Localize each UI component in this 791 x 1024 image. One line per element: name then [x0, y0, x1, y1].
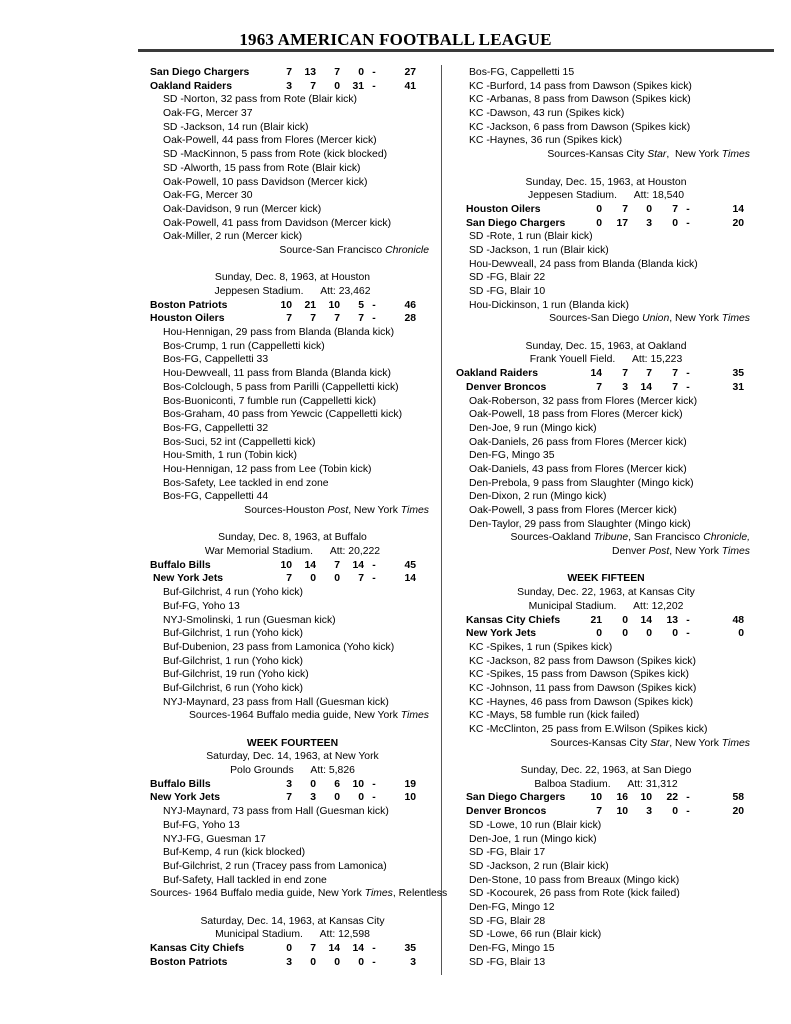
scoring-play: Buf-Gilchrist, 1 run (Yoho kick): [163, 655, 303, 667]
score-line: [456, 614, 756, 628]
team-name: Buffalo Bills: [150, 778, 211, 790]
quarter-score: 0: [596, 628, 602, 640]
quarter-score: 22: [666, 792, 678, 804]
scoring-play: SD -FG, Blair 28: [469, 915, 546, 927]
score-dash: -: [372, 299, 376, 311]
publication-name: Star: [647, 149, 667, 161]
quarter-score: 0: [334, 956, 340, 968]
score-line: [456, 381, 756, 395]
game-header: Sunday, Dec. 22, 1963, at Kansas City: [517, 587, 695, 599]
score-line: [150, 791, 435, 805]
scoring-play: SD -FG, Blair 10: [469, 286, 546, 297]
quarter-score: 7: [310, 313, 316, 325]
quarter-score: 10: [280, 299, 292, 311]
quarter-score: 13: [304, 67, 316, 78]
right-column: [456, 66, 756, 969]
scoring-play: SD -Norton, 32 pass from Rote (Blair kick): [163, 94, 358, 106]
scoring-play: KC -Johnson, 11 pass from Dawson (Spikes kick): [469, 682, 697, 694]
source-credit: [150, 244, 435, 258]
quarter-score: 10: [616, 806, 628, 818]
team-name: New York Jets: [466, 628, 537, 640]
scoring-play: Den-Joe, 9 run (Mingo kick): [469, 422, 597, 434]
team-name: Houston Oilers: [466, 203, 541, 215]
source-credit: [150, 504, 435, 518]
quarter-score: 0: [334, 80, 340, 92]
scoring-play: SD -FG, Blair 22: [469, 272, 546, 284]
quarter-score: 0: [310, 573, 316, 585]
quarter-score: 0: [672, 217, 678, 229]
scoring-play: Oak-Miller, 2 run (Mercer kick): [163, 231, 303, 243]
team-name: Oakland Raiders: [150, 80, 233, 92]
scoring-play: Den-Joe, 1 run (Mingo kick): [469, 833, 597, 845]
quarter-score: 0: [358, 67, 364, 78]
score-line: [456, 805, 756, 819]
game-header: Sunday, Dec. 8, 1963, at Buffalo: [218, 532, 367, 544]
final-score: 10: [404, 792, 416, 804]
scoring-play: Den-Prebola, 9 pass from Slaughter (Mingo kick): [469, 477, 694, 489]
publication-name: Post: [327, 505, 349, 516]
source-text: , New York: [669, 313, 722, 325]
scoring-play: Oak-Powell, 3 pass from Flores (Mercer kick): [469, 505, 677, 516]
score-line: [456, 203, 756, 217]
game-header: Balboa Stadium. Att: 31,312: [534, 778, 678, 790]
scoring-play: Oak-Powell, 41 pass from Davidson (Mercer kick): [163, 217, 392, 229]
score-line: [150, 66, 435, 80]
source-credit: [456, 531, 756, 545]
game-header: Sunday, Dec. 15, 1963, at Houston: [525, 176, 687, 188]
score-dash: -: [372, 559, 376, 571]
publication-name: Times: [400, 505, 429, 516]
scoring-play: Den-FG, Mingo 12: [469, 901, 555, 913]
spacer: [150, 518, 435, 532]
scoring-play: SD -Jackson, 14 run (Blair kick): [163, 121, 309, 133]
score-dash: -: [686, 806, 690, 818]
scoring-play: KC -Arbanas, 8 pass from Dawson (Spikes kick): [469, 94, 691, 106]
quarter-score: 3: [286, 778, 292, 790]
publication-name: Post: [648, 546, 670, 558]
scoring-play: Oak-Powell, 18 pass from Flores (Mercer kick): [469, 409, 683, 421]
scoring-play: SD -FG, Blair 17: [469, 847, 546, 859]
scoring-play: Buf-Gilchrist, 6 run (Yoho kick): [163, 682, 303, 694]
score-dash: -: [372, 778, 376, 790]
game-header: Sunday, Dec. 15, 1963, at Oakland: [525, 340, 687, 352]
quarter-score: 0: [672, 628, 678, 640]
score-line: [150, 956, 435, 970]
scoring-play: SD -Lowe, 10 run (Blair kick): [469, 819, 602, 831]
game-header: Saturday, Dec. 14, 1963, at New York: [206, 751, 379, 763]
game-header: Frank Youell Field. Att: 15,223: [529, 354, 683, 366]
source-text: Sources-Kansas City: [550, 737, 651, 749]
team-name: Kansas City Chiefs: [466, 614, 561, 626]
scoring-play: Buf-FG, Yoho 13: [163, 819, 240, 831]
score-line: [150, 778, 435, 792]
scoring-play: NYJ-Maynard, 73 pass from Hall (Guesman kick): [163, 806, 389, 818]
quarter-score: 21: [590, 614, 602, 626]
quarter-score: 14: [590, 368, 602, 380]
source-text: Sources-1964 Buffalo media guide, New York: [189, 710, 401, 722]
final-score: 46: [404, 299, 416, 311]
final-score: 31: [732, 381, 744, 393]
scoring-play: Bos-Buoniconti, 7 fumble run (Cappelletti kick): [163, 395, 377, 407]
scoring-play: Oak-Roberson, 32 pass from Flores (Mercer kick): [469, 395, 698, 407]
score-dash: -: [686, 217, 690, 229]
score-dash: -: [372, 573, 376, 585]
publication-name: Star: [650, 737, 670, 749]
scoring-play: Oak-Powell, 44 pass from Flores (Mercer kick): [163, 135, 377, 147]
team-name: San Diego Chargers: [466, 792, 566, 804]
scoring-play: KC -Jackson, 6 pass from Dawson (Spikes kick): [469, 121, 691, 133]
scoring-play: KC -McClinton, 25 pass from E.Wilson (Spikes kick): [469, 724, 708, 735]
score-line: [150, 559, 435, 573]
quarter-score: 21: [304, 299, 316, 311]
quarter-score: 7: [672, 381, 678, 393]
quarter-score: 6: [334, 778, 340, 790]
spacer: [456, 326, 756, 340]
score-line: [150, 299, 435, 313]
score-dash: -: [686, 203, 690, 215]
quarter-score: 10: [280, 559, 292, 571]
scoring-play: KC -Spikes, 1 run (Spikes kick): [469, 641, 613, 653]
week-heading: WEEK FIFTEEN: [567, 573, 645, 585]
spacer: [150, 723, 435, 737]
score-line: [456, 791, 756, 805]
quarter-score: 7: [358, 573, 364, 585]
scoring-play: Buf-Gilchrist, 19 run (Yoho kick): [163, 669, 309, 681]
scoring-play: Bos-FG, Cappelletti 44: [163, 491, 269, 503]
score-dash: -: [372, 943, 376, 954]
scoring-play: Oak-Daniels, 26 pass from Flores (Mercer kick): [469, 436, 687, 448]
game-header: Polo Grounds Att: 5,826: [230, 765, 355, 777]
team-name: Kansas City Chiefs: [150, 943, 245, 954]
quarter-score: 0: [596, 203, 602, 215]
quarter-score: 7: [334, 313, 340, 325]
quarter-score: 16: [616, 792, 628, 804]
scoring-play: Den-FG, Mingo 35: [469, 450, 555, 462]
scoring-play: Buf-Safety, Hall tackled in end zone: [163, 874, 327, 886]
scoring-play: Den-Stone, 10 pass from Breaux (Mingo kick): [469, 874, 680, 886]
scoring-play: KC -Burford, 14 pass from Dawson (Spikes kick): [469, 80, 692, 92]
scoring-play: SD -FG, Blair 13: [469, 956, 546, 968]
score-line: [456, 367, 756, 381]
column-divider: [441, 65, 442, 975]
scoring-play: Oak-Powell, 10 pass Davidson (Mercer kick): [163, 176, 368, 188]
team-name: Boston Patriots: [150, 299, 228, 311]
quarter-score: 17: [616, 217, 628, 229]
scoring-play: Hou-Hennigan, 29 pass from Blanda (Blanda kick): [163, 327, 395, 339]
scoring-play: Bos-FG, Cappelletti 33: [163, 354, 269, 366]
scoring-play: Hou-Smith, 1 run (Tobin kick): [163, 450, 297, 462]
spacer: [150, 901, 435, 915]
scoring-play: Den-Taylor, 29 pass from Slaughter (Mingo kick): [469, 518, 691, 530]
scoring-play: Bos-FG, Cappelletti 32: [163, 422, 269, 434]
scoring-play: Hou-Hennigan, 12 pass from Lee (Tobin kick): [163, 463, 372, 475]
team-name: Denver Broncos: [466, 806, 547, 818]
quarter-score: 0: [358, 792, 364, 804]
game-header: Saturday, Dec. 14, 1963, at Kansas City: [200, 915, 385, 927]
scoring-play: Hou-Dewveall, 24 pass from Blanda (Blanda kick): [469, 258, 698, 270]
quarter-score: 7: [286, 573, 292, 585]
score-dash: -: [686, 628, 690, 640]
scoring-play: Bos-Suci, 52 int (Cappelletti kick): [163, 436, 316, 448]
team-name: San Diego Chargers: [150, 67, 250, 78]
scoring-play: Oak-FG, Mercer 30: [163, 190, 253, 202]
scoring-play: Buf-Gilchrist, 2 run (Tracey pass from Lamonica): [163, 860, 387, 872]
quarter-score: 3: [286, 956, 292, 968]
scoring-play: Bos-FG, Cappelletti 15: [469, 67, 575, 78]
quarter-score: 7: [622, 368, 628, 380]
team-name: Oakland Raiders: [456, 368, 539, 380]
scoring-play: KC -Jackson, 82 pass from Dawson (Spikes kick): [469, 655, 696, 667]
quarter-score: 0: [672, 806, 678, 818]
team-name: New York Jets: [153, 573, 224, 585]
left-column: [150, 66, 448, 969]
spacer: [456, 750, 756, 764]
quarter-score: 7: [310, 943, 316, 954]
scoring-play: KC -Spikes, 15 pass from Dawson (Spikes kick): [469, 669, 690, 681]
final-score: 20: [732, 217, 744, 229]
scoring-play: NYJ-Smolinski, 1 run (Guesman kick): [163, 614, 336, 626]
game-header: Municipal Stadium. Att: 12,598: [215, 929, 370, 941]
score-line: [150, 942, 435, 956]
scoring-play: Buf-FG, Yoho 13: [163, 600, 240, 612]
source-credit: [456, 312, 756, 326]
spacer: [456, 559, 756, 573]
quarter-score: 0: [286, 943, 292, 954]
source-text: , New York: [669, 737, 722, 749]
scoring-play: SD -Lowe, 66 run (Blair kick): [469, 929, 602, 941]
quarter-score: 14: [328, 943, 340, 954]
scoring-play: SD -Jackson, 1 run (Blair kick): [469, 244, 609, 256]
quarter-score: 7: [672, 203, 678, 215]
scoring-play: Oak-FG, Mercer 37: [163, 108, 253, 120]
scoring-play: Bos-Graham, 40 pass from Yewcic (Cappelletti kick): [163, 409, 403, 421]
quarter-score: 3: [646, 217, 652, 229]
score-line: [150, 80, 435, 94]
quarter-score: 7: [358, 313, 364, 325]
source-credit: [456, 148, 756, 162]
quarter-score: 7: [334, 559, 340, 571]
scoring-play: Hou-Dickinson, 1 run (Blanda kick): [469, 299, 629, 311]
score-dash: -: [686, 614, 690, 626]
quarter-score: 3: [310, 792, 316, 804]
scoring-play: KC -Dawson, 43 run (Spikes kick): [469, 108, 625, 120]
source-credit: [456, 737, 756, 751]
scoring-play: SD -Rote, 1 run (Blair kick): [469, 231, 593, 243]
team-name: Houston Oilers: [150, 313, 225, 325]
source-text: Source-San Francisco: [279, 244, 386, 256]
quarter-score: 7: [334, 67, 340, 78]
quarter-score: 7: [596, 806, 602, 818]
team-name: New York Jets: [150, 792, 221, 804]
scoring-play: Buf-Kemp, 4 run (kick blocked): [163, 847, 306, 859]
quarter-score: 10: [590, 792, 602, 804]
scoring-play: NYJ-FG, Guesman 17: [163, 833, 266, 845]
quarter-score: 7: [646, 368, 652, 380]
quarter-score: 14: [640, 614, 652, 626]
quarter-score: 0: [310, 956, 316, 968]
scoring-play: KC -Mays, 58 fumble run (kick failed): [469, 710, 640, 722]
final-score: 20: [732, 806, 744, 818]
publication-name: Times: [721, 313, 750, 325]
quarter-score: 0: [646, 628, 652, 640]
source-text: , New York: [666, 149, 722, 161]
spacer: [150, 258, 435, 272]
score-line: [150, 572, 435, 586]
quarter-score: 7: [286, 67, 292, 78]
final-score: 28: [404, 313, 416, 325]
source-credit: [456, 545, 756, 559]
source-text: , New York: [348, 505, 401, 516]
scoring-play: KC -Haynes, 46 pass from Dawson (Spikes kick): [469, 696, 694, 708]
publication-name: Tribune: [593, 532, 629, 544]
scoring-play: Oak-Davidson, 9 run (Mercer kick): [163, 203, 322, 215]
scoring-play: Hou-Dewveall, 11 pass from Blanda (Blanda kick): [163, 368, 391, 380]
team-name: San Diego Chargers: [466, 217, 566, 229]
publication-name: Times: [364, 888, 393, 900]
publication-name: Chronicle: [385, 244, 429, 256]
publication-name: Times: [721, 737, 750, 749]
scoring-play: NYJ-Maynard, 23 pass from Hall (Guesman kick): [163, 696, 389, 708]
game-header: Municipal Stadium. Att: 12,202: [528, 600, 684, 612]
source-text: Denver: [612, 546, 649, 558]
quarter-score: 0: [358, 956, 364, 968]
quarter-score: 3: [646, 806, 652, 818]
final-score: 14: [404, 573, 416, 585]
title-underline: [138, 49, 774, 52]
scoring-play: SD -MacKinnon, 5 pass from Rote (kick blocked): [163, 149, 388, 161]
quarter-score: 7: [310, 80, 316, 92]
scoring-play: Buf-Dubenion, 23 pass from Lamonica (Yoho kick): [163, 641, 395, 653]
source-text: Sources-Kansas City: [547, 149, 648, 161]
quarter-score: 10: [328, 299, 340, 311]
quarter-score: 10: [640, 792, 652, 804]
quarter-score: 14: [352, 943, 364, 954]
source-text: Sources-San Diego: [549, 313, 643, 325]
quarter-score: 0: [310, 778, 316, 790]
quarter-score: 7: [286, 313, 292, 325]
final-score: 0: [738, 628, 744, 640]
source-text: , Relentless: [392, 888, 448, 900]
game-header: Jeppesen Stadium. Att: 18,540: [528, 190, 684, 202]
source-text: Sources-Oakland: [510, 532, 594, 544]
final-score: 45: [404, 559, 416, 571]
final-score: 41: [404, 80, 416, 92]
score-dash: -: [372, 792, 376, 804]
source-text: , San Francisco: [628, 532, 704, 544]
quarter-score: 14: [304, 559, 316, 571]
team-name: Buffalo Bills: [150, 559, 211, 571]
final-score: 48: [732, 614, 744, 626]
score-dash: -: [372, 80, 376, 92]
scoring-play: SD -Alworth, 15 pass from Rote (Blair kick): [163, 162, 361, 174]
quarter-score: 31: [352, 80, 364, 92]
scoring-play: Buf-Gilchrist, 4 run (Yoho kick): [163, 587, 303, 599]
game-header: Sunday, Dec. 8, 1963, at Houston: [214, 272, 371, 284]
quarter-score: 3: [286, 80, 292, 92]
publication-name: Chronicle,: [703, 532, 750, 544]
score-dash: -: [372, 67, 376, 78]
scoring-play: Buf-Gilchrist, 1 run (Yoho kick): [163, 628, 303, 640]
scoring-play: Den-FG, Mingo 15: [469, 943, 555, 954]
final-score: 35: [732, 368, 744, 380]
publication-name: Union: [642, 313, 670, 325]
quarter-score: 0: [334, 573, 340, 585]
quarter-score: 3: [622, 381, 628, 393]
final-score: 3: [410, 956, 416, 968]
score-dash: -: [686, 792, 690, 804]
quarter-score: 13: [666, 614, 678, 626]
scoring-play: Bos-Crump, 1 run (Cappelletti kick): [163, 340, 325, 352]
score-line: [456, 627, 756, 641]
scoring-play: SD -Kocourek, 26 pass from Rote (kick failed): [469, 888, 680, 900]
quarter-score: 10: [352, 778, 364, 790]
quarter-score: 14: [352, 559, 364, 571]
spacer: [456, 162, 756, 176]
quarter-score: 7: [286, 792, 292, 804]
game-header: War Memorial Stadium. Att: 20,222: [204, 546, 381, 558]
final-score: 27: [404, 67, 416, 78]
final-score: 19: [404, 778, 416, 790]
scoring-play: Bos-Colclough, 5 pass from Parilli (Cappelletti kick): [163, 381, 399, 393]
final-score: 35: [404, 943, 416, 954]
source-text: , New York: [669, 546, 722, 558]
game-header: Jeppesen Stadium. Att: 23,462: [214, 286, 371, 297]
page-title: 1963 AMERICAN FOOTBALL LEAGUE: [239, 30, 552, 49]
quarter-score: 14: [640, 381, 652, 393]
source-text: Sources- 1964 Buffalo media guide, New York: [150, 888, 365, 900]
quarter-score: 5: [358, 299, 364, 311]
scoring-play: Oak-Daniels, 43 pass from Flores (Mercer kick): [469, 463, 687, 475]
week-heading: WEEK FOURTEEN: [246, 737, 339, 749]
source-credit: [150, 887, 448, 901]
score-dash: -: [686, 368, 690, 380]
score-line: [456, 217, 756, 231]
final-score: 58: [732, 792, 744, 804]
quarter-score: 0: [334, 792, 340, 804]
source-text: Sources-Houston: [244, 505, 328, 516]
quarter-score: 7: [672, 368, 678, 380]
scoring-play: Den-Dixon, 2 run (Mingo kick): [469, 491, 607, 503]
scoring-play: KC -Haynes, 36 run (Spikes kick): [469, 135, 623, 147]
scoring-play: Bos-Safety, Lee tackled in end zone: [163, 477, 329, 489]
quarter-score: 0: [646, 203, 652, 215]
team-name: Boston Patriots: [150, 956, 228, 968]
quarter-score: 7: [622, 203, 628, 215]
score-dash: -: [686, 381, 690, 393]
score-dash: -: [372, 956, 376, 968]
quarter-score: 0: [622, 614, 628, 626]
scoring-play: SD -Jackson, 2 run (Blair kick): [469, 860, 609, 872]
quarter-score: 7: [596, 381, 602, 393]
quarter-score: 0: [596, 217, 602, 229]
publication-name: Times: [721, 546, 750, 558]
final-score: 14: [732, 203, 744, 215]
score-dash: -: [372, 313, 376, 325]
publication-name: Times: [721, 149, 750, 161]
team-name: Denver Broncos: [466, 381, 547, 393]
quarter-score: 0: [622, 628, 628, 640]
score-line: [150, 312, 435, 326]
game-header: Sunday, Dec. 22, 1963, at San Diego: [520, 765, 692, 777]
publication-name: Times: [400, 710, 429, 722]
source-credit: [150, 709, 435, 723]
